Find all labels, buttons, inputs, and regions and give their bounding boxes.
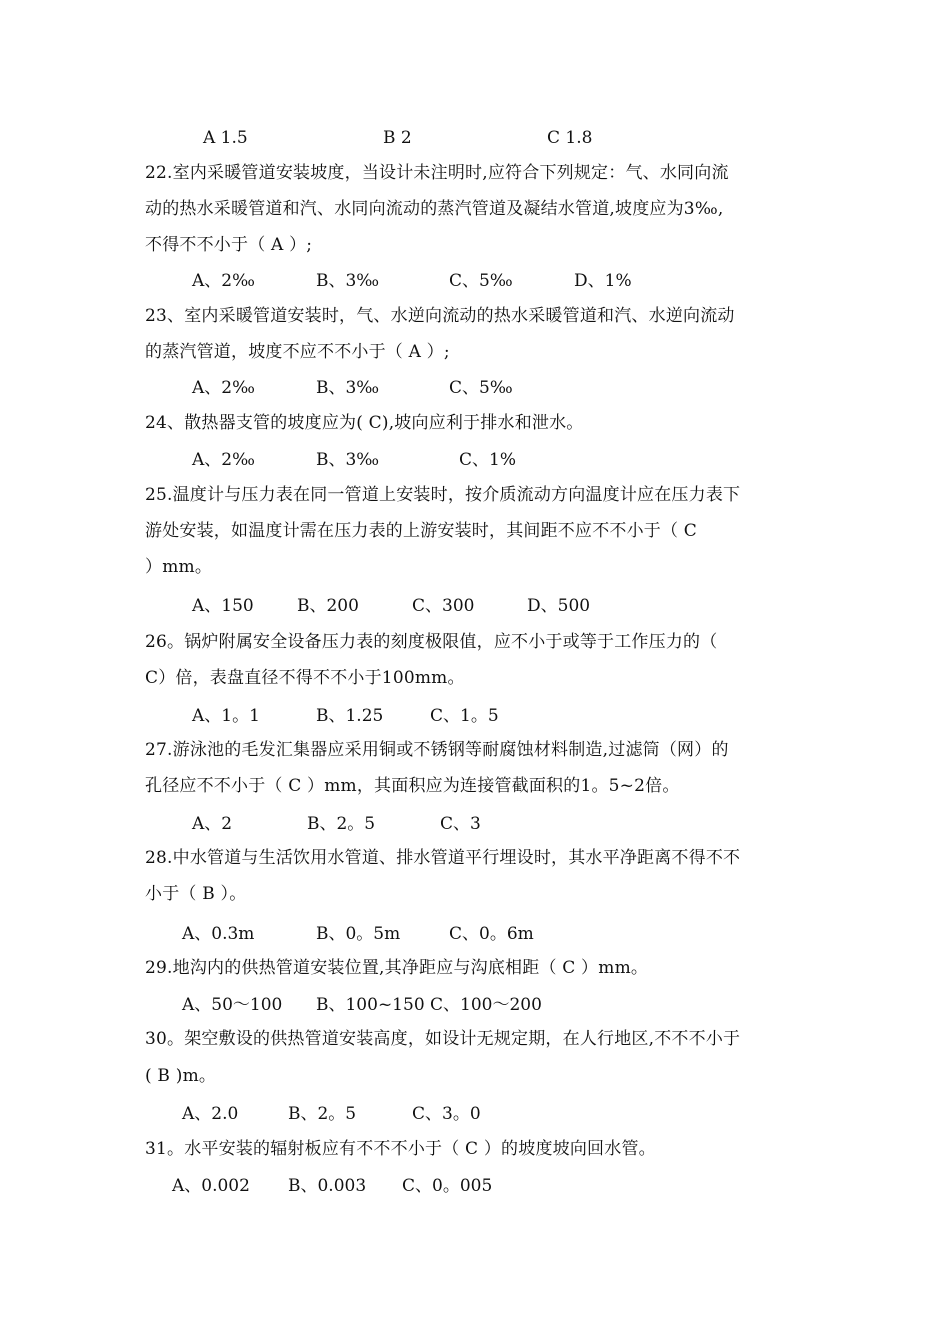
q29-option-a: A、50～100 (182, 995, 283, 1015)
q22-line-3: 不得不不小于（ A ）; (145, 235, 313, 255)
q27-option-b: B、2。5 (307, 814, 376, 834)
q25-line-1: 25.温度计与压力表在同一管道上安装时，按介质流动方向温度计应在压力表下 (145, 485, 741, 505)
q26-option-a: A、1。1 (192, 706, 260, 726)
q28-option-c: C、0。6m (449, 924, 534, 944)
q22-line-2: 动的热水采暖管道和汽、水同向流动的蒸汽管道及凝结水管道,坡度应为3‰, (145, 199, 724, 219)
q21-option-a: A 1.5 (203, 128, 248, 148)
q26-option-c: C、1。5 (430, 706, 499, 726)
q28-line-1: 28.中水管道与生活饮用水管道、排水管道平行埋设时，其水平净距离不得不不 (145, 848, 741, 868)
q29-line-1: 29.地沟内的供热管道安装位置,其净距应与沟底相距（ C ）mm。 (145, 958, 649, 978)
q27-line-1: 27.游泳池的毛发汇集器应采用铜或不锈钢等耐腐蚀材料制造,过滤筒（网）的 (145, 740, 729, 760)
q25-line-2: 游处安装，如温度计需在压力表的上游安装时，其间距不应不不小于（ C (145, 521, 698, 541)
q24-option-c: C、1% (459, 450, 516, 470)
q23-option-a: A、2‰ (192, 378, 255, 398)
q30-option-c: C、3。0 (412, 1104, 481, 1124)
q27-option-a: A、2 (192, 814, 233, 834)
q30-option-b: B、2。5 (288, 1104, 357, 1124)
q24-line-1: 24、散热器支管的坡度应为( C),坡向应利于排水和泄水。 (145, 413, 584, 433)
q23-line-1: 23、室内采暖管道安装时，气、水逆向流动的热水采暖管道和汽、水逆向流动 (145, 306, 735, 326)
q31-option-c: C、0。005 (402, 1176, 493, 1196)
q21-option-b: B 2 (383, 128, 412, 148)
q27-line-2: 孔径应不不小于（ C ）mm，其面积应为连接管截面积的1。5~2倍。 (145, 776, 680, 796)
q30-option-a: A、2.0 (182, 1104, 239, 1124)
q28-line-2: 小于（ B ）。 (145, 884, 247, 904)
q22-option-a: A、2‰ (192, 271, 255, 291)
q31-line-1: 31。水平安装的辐射板应有不不不小于（ C ）的坡度坡向回水管。 (145, 1139, 656, 1159)
q22-option-c: C、5‰ (449, 271, 513, 291)
q31-option-a: A、0.002 (172, 1176, 250, 1196)
q28-option-a: A、0.3m (182, 924, 255, 944)
q26-option-b: B、1.25 (316, 706, 384, 726)
q27-option-c: C、3 (440, 814, 481, 834)
q24-option-b: B、3‰ (316, 450, 380, 470)
q25-option-d: D、500 (527, 596, 591, 616)
q29-option-b: B、100~150 (316, 995, 425, 1015)
q25-option-a: A、150 (192, 596, 254, 616)
q30-line-1: 30。架空敷设的供热管道安装高度，如设计无规定期，在人行地区,不不不小于 (145, 1029, 741, 1049)
q23-line-2: 的蒸汽管道，坡度不应不不小于（ A ）; (145, 342, 450, 362)
q21-option-c: C 1.8 (547, 128, 593, 148)
q23-option-c: C、5‰ (449, 378, 513, 398)
q25-option-c: C、300 (412, 596, 475, 616)
q30-line-2: ( B )m。 (145, 1066, 217, 1086)
q26-line-2: C）倍，表盘直径不得不不小于100mm。 (145, 668, 465, 688)
q22-option-d: D、1% (574, 271, 632, 291)
q31-option-b: B、0.003 (288, 1176, 367, 1196)
q25-option-b: B、200 (297, 596, 359, 616)
q25-line-3: ）mm。 (145, 557, 213, 577)
q22-option-b: B、3‰ (316, 271, 380, 291)
q26-line-1: 26。锅炉附属安全设备压力表的刻度极限值，应不小于或等于工作压力的（ (145, 632, 718, 652)
q28-option-b: B、0。5m (316, 924, 401, 944)
q24-option-a: A、2‰ (192, 450, 255, 470)
q22-line-1: 22.室内采暖管道安装坡度，当设计未注明时,应符合下列规定：气、水同向流 (145, 163, 729, 183)
q29-option-c: C、100～200 (430, 995, 542, 1015)
q23-option-b: B、3‰ (316, 378, 380, 398)
